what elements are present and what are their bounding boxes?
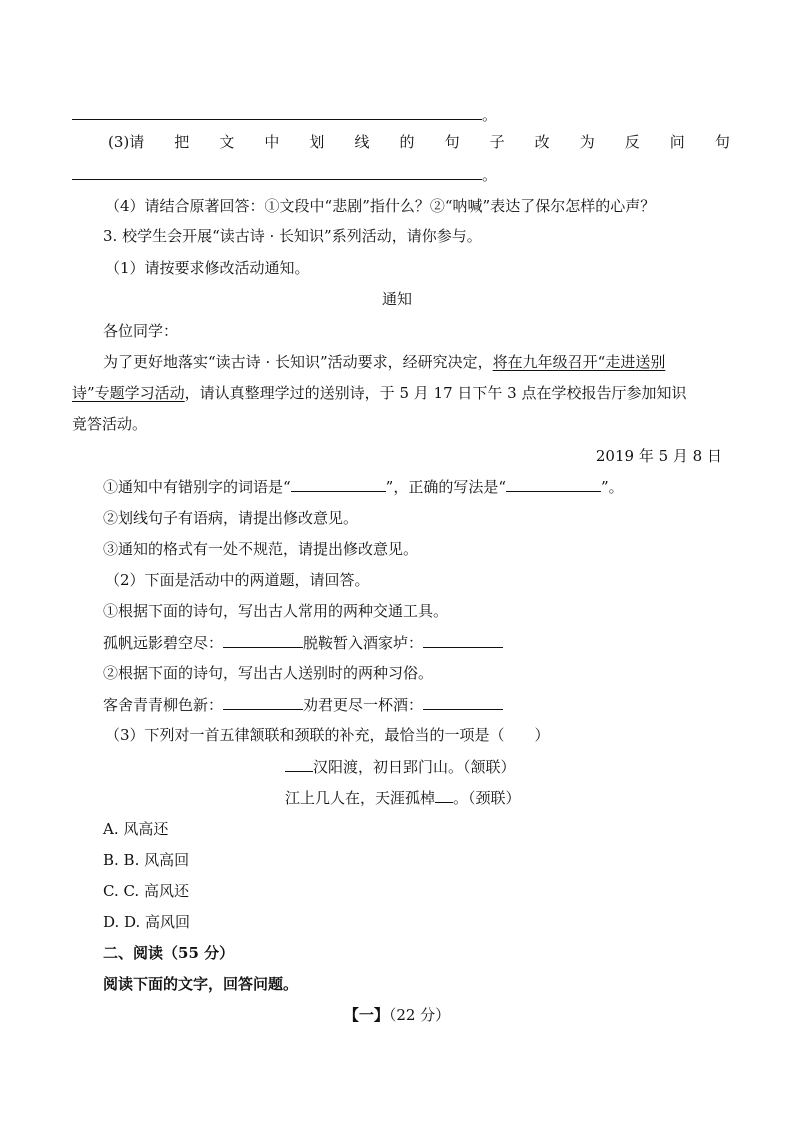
period: 。 — [482, 106, 498, 124]
q3-part3: （3）下列对一首五律颔联和颈联的补充，最恰当的一项是（ ） — [105, 726, 550, 744]
q2-item3-char: 中 — [264, 133, 280, 151]
poem-text: 。（颈联） — [453, 789, 521, 807]
poem-text: 汉阳渡，初日郢门山。（颔联） — [313, 758, 516, 776]
poem-line-1 — [285, 756, 794, 777]
section-heading: 二、阅读（55 分） — [103, 944, 235, 962]
q2-item3-char: 句 — [444, 133, 460, 151]
q3-part1: （1）请按要求修改活动通知。 — [105, 259, 310, 277]
answer-blank — [72, 104, 482, 120]
poem-line-2 — [285, 787, 794, 808]
q3-part2-q1: ①根据下面的诗句，写出古人常用的两种交通工具。 — [103, 602, 449, 620]
q3-sub2: ②划线句子有语病，请提出修改意见。 — [103, 509, 359, 527]
answer-blank — [506, 476, 601, 492]
part-score: （22 分） — [388, 1006, 451, 1024]
notice-body-line3: 竟答活动。 — [72, 415, 148, 433]
answer-blank — [423, 694, 503, 710]
verse: 孤帆远影碧空尽： — [103, 634, 224, 652]
notice-body-line2 — [72, 383, 722, 403]
notice-date: 2019 年 5 月 8 日 — [595, 447, 722, 465]
q2-item3 — [108, 132, 758, 152]
verse: 劝君更尽一杯酒： — [303, 696, 424, 714]
option-c: C. C. 高风还 — [103, 882, 189, 900]
q2-item3-char: 句 — [714, 133, 730, 151]
q3-part2-q2-answers — [103, 694, 753, 715]
q3-sub1-text: ①通知中有错别字的词语是“ — [103, 478, 291, 496]
q3-intro: 3. 校学生会开展“读古诗 · 长知识”系列活动，请你参与。 — [103, 227, 482, 245]
option-b: B. B. 风高回 — [103, 851, 190, 869]
notice-body-text: 为了更好地落实“读古诗 · 长知识”活动要求，经研究决定， — [103, 353, 493, 371]
q3-part2-q2: ②根据下面的诗句，写出古人送别时的两种习俗。 — [103, 664, 434, 682]
notice-underlined-sentence: 诗”专题学习活动 — [72, 384, 185, 402]
q2-item3-char: 文 — [219, 133, 235, 151]
period: 。 — [482, 166, 498, 184]
part-label-row — [72, 1005, 722, 1025]
notice-salutation: 各位同学： — [103, 322, 179, 340]
q2-item3-spread — [108, 132, 730, 152]
option-d: D. D. 高风回 — [103, 913, 191, 931]
answer-blank — [72, 164, 482, 180]
option-a: A. 风高还 — [103, 820, 169, 838]
notice-body-text: ，请认真整理学过的送别诗，于 5 月 17 日下午 3 点在学校报告厅参加知识 — [184, 384, 687, 402]
answer-line-row — [72, 104, 722, 125]
q3-sub1-text: ”，正确的写法是“ — [385, 478, 507, 496]
q3-part2-q1-answers — [103, 632, 753, 653]
q3-sub3: ③通知的格式有一处不规范，请提出修改意见。 — [103, 540, 419, 558]
notice-title: 通知 — [381, 290, 412, 308]
answer-blank — [435, 787, 453, 803]
poem-text: 江上几人在，天涯孤棹 — [285, 789, 436, 807]
q2-item3-char: (3)请 — [108, 133, 145, 151]
answer-blank — [423, 632, 503, 648]
q2-item3-char: 线 — [354, 133, 370, 151]
q2-item3-char: 把 — [174, 133, 190, 151]
q3-part2: （2）下面是活动中的两道题，请回答。 — [105, 571, 370, 589]
verse: 客舍青青柳色新： — [103, 696, 224, 714]
q2-item3-char: 子 — [489, 133, 505, 151]
answer-line-row-2 — [72, 164, 722, 185]
q3-sub1-text: ”。 — [601, 478, 624, 496]
q2-item3-char: 划 — [309, 133, 325, 151]
section-instruction: 阅读下面的文字，回答问题。 — [103, 975, 299, 993]
part-label: 【一】 — [343, 1006, 389, 1024]
q3-sub1 — [103, 476, 753, 497]
q2-item3-char: 问 — [669, 133, 685, 151]
notice-body-line1 — [103, 352, 753, 372]
answer-blank — [223, 632, 303, 648]
q2-item3-char: 反 — [624, 133, 640, 151]
q2-item4: （4）请结合原著回答：①文段中“悲剧”指什么？②“呐喊”表达了保尔怎样的心声？ — [105, 197, 656, 215]
q2-item3-char: 的 — [399, 133, 415, 151]
notice-underlined-sentence: 将在九年级召开“走进送别 — [492, 353, 666, 371]
answer-blank — [285, 756, 313, 772]
verse: 脱鞍暂入酒家垆： — [303, 634, 424, 652]
q2-item3-char: 改 — [534, 133, 550, 151]
answer-blank — [223, 694, 303, 710]
q2-item3-char: 为 — [579, 133, 595, 151]
answer-blank — [291, 476, 386, 492]
